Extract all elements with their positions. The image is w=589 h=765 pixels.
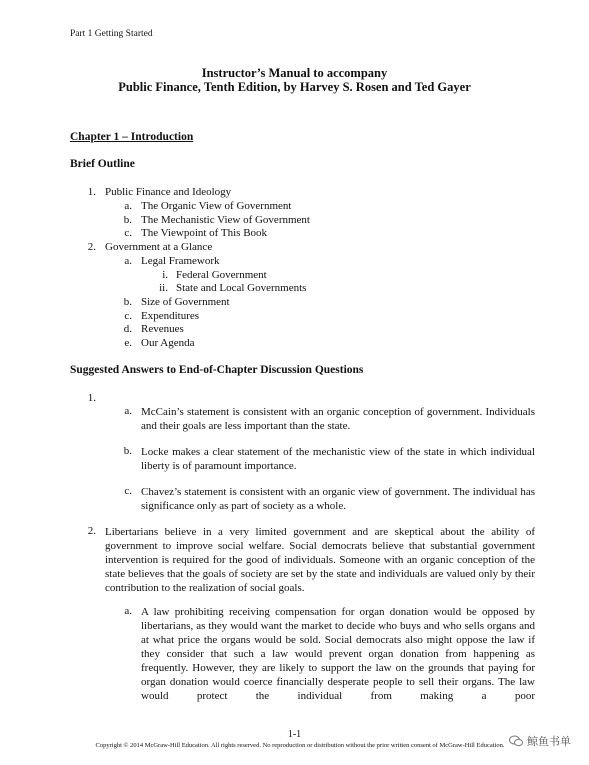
outline-item: Public Finance and Ideology	[105, 186, 232, 198]
answer-letter: c.	[124, 485, 132, 497]
answer-2-text: Libertarians believe in a very limited government and are skeptical about the ability of government to improve social welfare. Social democrats believe that substantial government intervention is required for the good of individuals. Someone with an organic conception of the state believes that the goals of society are set by the state and individuals are valued only by their contribution to the realization of social goals.	[105, 526, 535, 594]
outline-num: i.	[162, 269, 168, 281]
chapter-heading: Chapter 1 – Introduction	[70, 131, 194, 143]
outline-item: Government at a Glance	[105, 241, 213, 253]
outline-item: Revenues	[141, 323, 184, 335]
title-line-2: Public Finance, Tenth Edition, by Harvey S. Rosen and Ted Gayer	[118, 80, 471, 94]
outline-num: c.	[124, 227, 132, 239]
outline-num: c.	[124, 310, 132, 322]
answer-1a-text: McCain’s statement is consistent with an organic conception of government. Individuals and their goals are less important than the state.	[141, 406, 535, 432]
outline-item: The Mechanistic View of Government	[141, 214, 310, 226]
outline-num: d.	[123, 323, 132, 335]
outline-num: b.	[123, 214, 132, 226]
outline-num: ii.	[159, 282, 168, 294]
outline-num: a.	[124, 255, 132, 267]
answer-letter: a.	[124, 405, 132, 417]
outline-item: State and Local Governments	[176, 282, 307, 294]
outline-item: The Viewpoint of This Book	[141, 227, 268, 239]
outline-item: The Organic View of Government	[141, 200, 292, 212]
page-number: 1-1	[287, 729, 302, 740]
brief-outline-heading: Brief Outline	[70, 158, 135, 170]
answer-1b-text: Locke makes a clear statement of the mechanistic view of the state in which individual liberty is of paramount importance.	[141, 446, 535, 472]
outline-num: e.	[124, 337, 132, 349]
answer-letter: a.	[124, 605, 132, 617]
copyright-notice: Copyright © 2014 McGraw-Hill Education. All rights reserved. No reproduction or distribution without the prior written consent of McGraw-Hill Education.	[95, 742, 505, 749]
running-header: Part 1 Getting Started	[70, 29, 153, 39]
outline-num: a.	[124, 200, 132, 212]
chat-bubble-icon	[509, 735, 523, 747]
outline-item: Size of Government	[141, 296, 230, 308]
answer-2a-text: A law prohibiting receiving compensation for organ donation would be opposed by libertarians, as they would want the market to decide who buys and who sells organs and at what price the organs would be sold. Social democrats also might oppose the law if they consider that such a law would prevent organ donation from happening as frequently. However, they are likely to support the law on the grounds that paying for organ donation would coerce financially desperate people to sell their organs. The law would protect the individual from making a poor	[141, 606, 535, 702]
title-line-1: Instructor’s Manual to accompany	[201, 66, 388, 80]
question-number: 1.	[87, 392, 96, 404]
outline-item: Expenditures	[141, 310, 200, 322]
answers-heading: Suggested Answers to End-of-Chapter Discussion Questions	[70, 364, 364, 376]
answer-letter: b.	[123, 445, 132, 457]
outline-num: 1.	[87, 186, 96, 198]
watermark	[509, 733, 571, 749]
outline-item: Our Agenda	[141, 337, 195, 349]
outline-item: Legal Framework	[141, 255, 220, 267]
outline-num: b.	[123, 296, 132, 308]
outline-item: Federal Government	[176, 269, 267, 281]
answer-1c-text: Chavez’s statement is consistent with an organic view of government. The individual has significance only as part of society as a whole.	[141, 486, 535, 512]
outline-num: 2.	[87, 241, 96, 253]
question-number: 2.	[87, 525, 96, 537]
watermark-text: 鲸鱼书单	[527, 735, 571, 748]
